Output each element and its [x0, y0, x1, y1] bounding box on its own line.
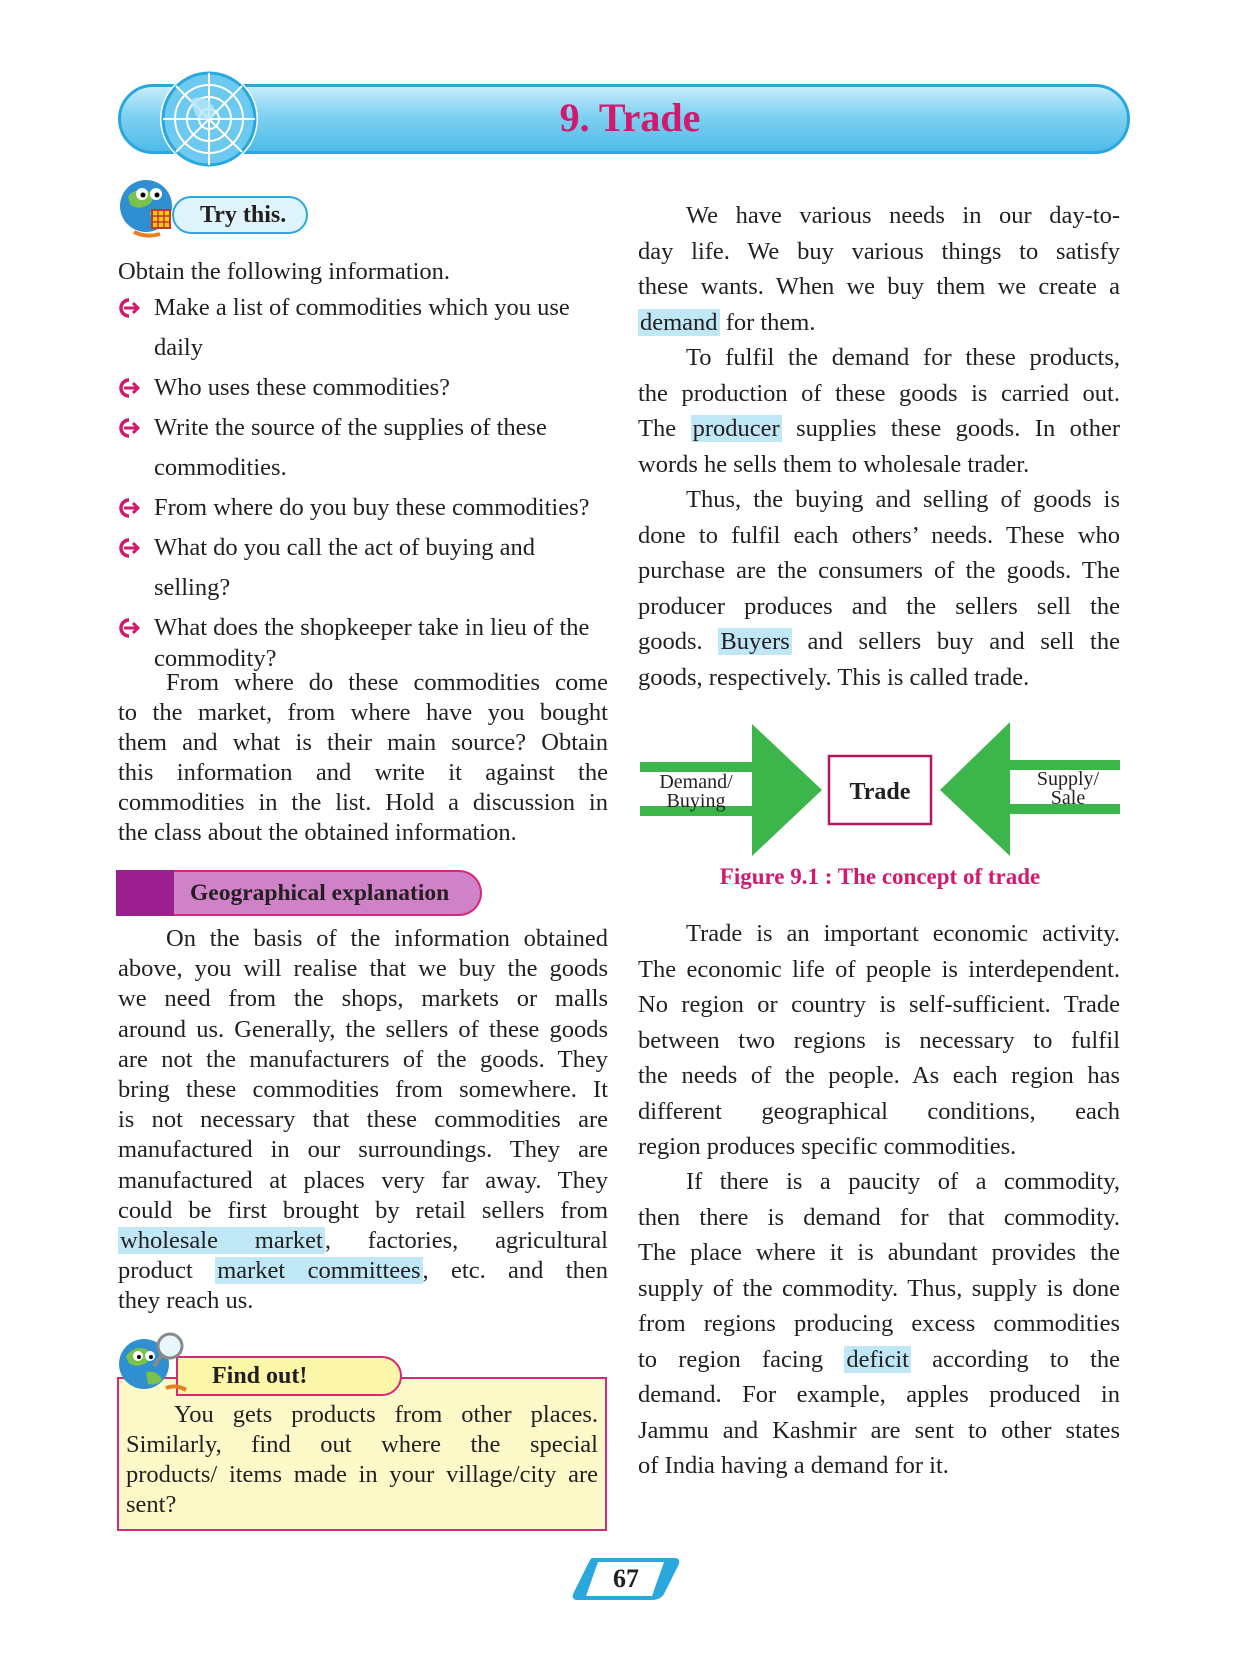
bullet-arrow-icon — [118, 498, 140, 518]
highlight-term: Buyers — [720, 628, 790, 655]
try-this-intro: Obtain the following information. — [118, 258, 451, 285]
highlight-term: demand — [640, 308, 718, 336]
trade-label: Trade — [849, 779, 911, 805]
bullet-arrow-icon — [118, 418, 140, 438]
list-item: Make a list of commodities which you use daily — [118, 288, 608, 368]
trade-concept-figure — [640, 720, 1120, 865]
right-arrow-head — [940, 722, 1010, 856]
list-item: What does the shopkeeper take in lieu of the commodity? — [118, 608, 608, 674]
bullet-arrow-icon — [118, 538, 140, 558]
supply-label: Supply/ — [1036, 768, 1100, 790]
right-paragraph-3: Thus, the buying and selling of goods is done to fulfil each others’ needs. These who purchase are the consumers of the goods. The producer produces and the sellers sell the goods. Buyers and sellers buy and sell the goods, respectively. This is called trade. — [638, 486, 1120, 691]
geo-explanation-label: Geographical explanation — [174, 870, 482, 916]
highlight-term: producer — [692, 415, 780, 442]
right-paragraph-4: Trade is an important economic activity. The economic life of people is interdependent. No region or country is self-sufficient. Trade between two regions is necessary to fulfil the needs of the people. As each region has different geographical conditions, each region produces specific commodities. — [638, 920, 1120, 1160]
list-item: From where do you buy these commodities? — [118, 488, 608, 528]
bullet-arrow-icon — [118, 298, 140, 318]
right-paragraph-5: If there is a paucity of a commodity, then there is demand for that commodity. The place where it is abundant provides the supply of the commodity. Thus, supply is done from regions producing excess commodities to region facing deficit according to the demand. For example, apples produced in Jammu and Kashmir are sent to other states of India having a demand for it. — [638, 1168, 1120, 1479]
bullet-arrow-icon — [118, 378, 140, 398]
sale-label: Sale — [1050, 787, 1086, 809]
buying-label: Buying — [666, 790, 726, 812]
globe-mascot-icon — [116, 176, 186, 245]
highlight-term: deficit — [846, 1345, 909, 1373]
chapter-title: 9. Trade — [559, 95, 701, 140]
list-item: Who uses these commodities? — [118, 368, 608, 408]
find-out-paragraph: You gets products from other places. Similarly, find out where the special products/ items made in your village/city are sent? — [126, 1401, 598, 1518]
try-this-label: Try this. — [172, 196, 308, 234]
geo-label-marker — [116, 870, 180, 916]
globe-icon — [160, 70, 258, 168]
bullet-arrow-icon — [118, 618, 140, 638]
list-item: What do you call the act of buying and selling? — [118, 528, 608, 608]
demand-label: Demand/ — [659, 771, 733, 793]
highlight-term: market committees — [217, 1257, 421, 1285]
try-this-list — [118, 288, 608, 674]
page-number: 67 — [613, 1564, 639, 1593]
left-arrow-head — [752, 724, 822, 856]
geo-explanation-paragraph: On the basis of the information obtained above, you will realise that we buy the goods we need from the shops, markets or malls around us. Generally, the sellers of these goods are not the manufacturers of the goods. They bring these commodities from somewhere. It is not necessary that these commodities are manufactured in our surroundings. They are manufactured at places very far away. They could be first brought by retail sellers from wholesale market, factories, agricultural product market committees, etc. and then they reach us. — [118, 925, 608, 1315]
globe-magnifier-mascot-icon — [116, 1330, 192, 1401]
figure-caption: Figure 9.1 : The concept of trade — [719, 864, 1041, 889]
right-paragraph-2: To fulfil the demand for these products, the production of these goods is carried out. The producer supplies these goods. In other words he sells them to wholesale trader. — [638, 344, 1120, 478]
list-item: Write the source of the supplies of these commodities. — [118, 408, 608, 488]
right-paragraph-1: We have various needs in our day-to- day life. We buy various things to satisfy these wants. When we buy them we create a demand for them. — [638, 202, 1120, 336]
find-out-label: Find out! — [176, 1356, 402, 1396]
highlight-term: wholesale market — [120, 1227, 323, 1255]
try-this-paragraph: From where do these commodities come to the market, from where have you bought them and what is their main source? Obtain this information and write it against the commodities in the list. Hold a discussion in the class about the obtained information. — [118, 669, 608, 846]
